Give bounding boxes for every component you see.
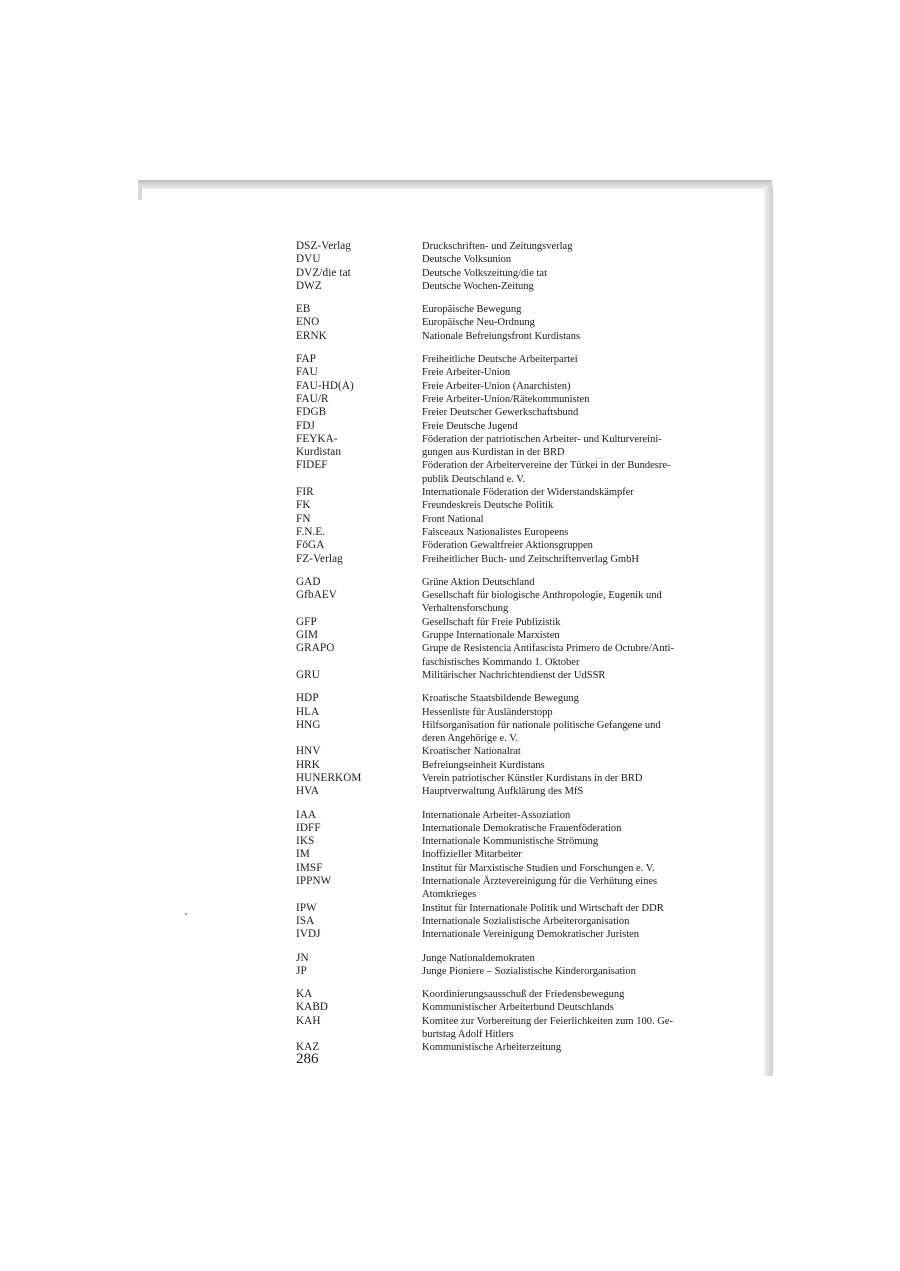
abbreviation: FK bbox=[296, 499, 311, 512]
glossary-entry bbox=[296, 875, 716, 902]
definition: Institut für Internationale Politik und Wirtschaft der DDR bbox=[422, 902, 664, 914]
abbreviation: EB bbox=[296, 303, 311, 316]
abbreviation: DVZ/die tat bbox=[296, 266, 351, 279]
glossary-entry bbox=[296, 669, 716, 682]
glossary-entry bbox=[296, 330, 716, 343]
definition: Kroatische Staatsbildende Bewegung bbox=[422, 693, 579, 705]
abbreviation: DSZ-Verlag bbox=[296, 240, 352, 252]
definition: Deutsche Volkszeitung/die tat bbox=[422, 267, 548, 279]
glossary-entry bbox=[296, 759, 716, 772]
abbreviation: FDJ bbox=[296, 419, 315, 432]
definition: Freie Deutsche Jugend bbox=[422, 420, 518, 432]
abbreviation: DVU bbox=[296, 253, 321, 266]
definition: Druckschriften- und Zeitungsverlag bbox=[422, 241, 573, 252]
glossary-entry bbox=[296, 848, 716, 861]
abbreviation: IPW bbox=[296, 901, 317, 914]
scan-speck bbox=[185, 913, 187, 915]
abbreviation: KABD bbox=[296, 1001, 329, 1014]
definition: Europäische Neu-Ordnung bbox=[422, 317, 535, 329]
definition: Freie Arbeiter-Union (Anarchisten) bbox=[422, 380, 571, 392]
abbreviation: DWZ bbox=[296, 279, 322, 292]
abbreviation: ERNK bbox=[296, 329, 327, 342]
definition: Institut für Marxistische Studien und Forschungen e. V. bbox=[422, 862, 655, 874]
abbreviation-list bbox=[296, 240, 716, 1065]
abbreviation: GRAPO bbox=[296, 642, 335, 655]
glossary-entry bbox=[296, 915, 716, 928]
page-number: 286 bbox=[296, 1051, 319, 1067]
abbreviation: IKS bbox=[296, 835, 315, 848]
abbreviation: FZ-Verlag bbox=[296, 552, 343, 565]
definition: Koordinierungsausschuß der Friedensbewegung bbox=[422, 989, 625, 1001]
glossary-entry bbox=[296, 486, 716, 499]
definition: Föderation Gewaltfreier Aktionsgruppen bbox=[422, 540, 593, 552]
abbreviation: KA bbox=[296, 988, 313, 1001]
definition: Verein patriotischer Künstler Kurdistans in der BRD bbox=[422, 772, 643, 784]
definition: Grupe de Resistencia Antifascista Primero de Octubre/Anti- faschistisches Kommando 1. Oktober bbox=[422, 643, 674, 668]
abbreviation: IM bbox=[296, 848, 310, 861]
entry-group bbox=[296, 692, 716, 798]
definition: Deutsche Wochen-Zeitung bbox=[422, 280, 534, 292]
definition: Internationale Föderation der Widerstandskämpfer bbox=[422, 487, 634, 499]
definition: Faisceaux Nationalistes Europeens bbox=[422, 526, 569, 538]
abbreviation: GAD bbox=[296, 575, 321, 588]
abbreviation: HVA bbox=[296, 785, 320, 798]
abbreviation: FöGA bbox=[296, 539, 325, 552]
glossary-entry bbox=[296, 589, 716, 616]
glossary-entry bbox=[296, 1001, 716, 1014]
abbreviation: HNV bbox=[296, 745, 321, 758]
abbreviation: FIR bbox=[296, 486, 314, 499]
glossary-entry bbox=[296, 393, 716, 406]
scan-page-corner-shade bbox=[138, 186, 142, 200]
definition: Freiheitlicher Buch- und Zeitschriftenverlag GmbH bbox=[422, 553, 639, 565]
glossary-entry bbox=[296, 772, 716, 785]
definition: Gesellschaft für biologische Anthropologie, Eugenik und Verhaltensforschung bbox=[422, 590, 662, 615]
definition: Internationale Sozialistische Arbeiterorganisation bbox=[422, 915, 630, 927]
abbreviation: IVDJ bbox=[296, 928, 321, 941]
definition: Hessenliste für Ausländerstopp bbox=[422, 706, 553, 718]
glossary-entry bbox=[296, 353, 716, 366]
glossary-entry bbox=[296, 513, 716, 526]
abbreviation: FIDEF bbox=[296, 459, 328, 472]
abbreviation: HUNERKOM bbox=[296, 771, 362, 784]
definition: Junge Nationaldemokraten bbox=[422, 952, 535, 964]
glossary-entry bbox=[296, 253, 716, 266]
abbreviation: HRK bbox=[296, 758, 320, 771]
definition: Internationale Vereinigung Demokratischer Juristen bbox=[422, 929, 640, 941]
definition: Junge Pioniere – Sozialistische Kinderorganisation bbox=[422, 965, 636, 977]
glossary-entry bbox=[296, 988, 716, 1001]
abbreviation: IDFF bbox=[296, 821, 321, 834]
abbreviation: IPPNW bbox=[296, 875, 332, 888]
glossary-entry bbox=[296, 553, 716, 566]
glossary-entry bbox=[296, 539, 716, 552]
definition: Nationale Befreiungsfront Kurdistans bbox=[422, 330, 581, 342]
glossary-entry bbox=[296, 280, 716, 293]
entry-group bbox=[296, 303, 716, 343]
scan-page-top-edge bbox=[138, 180, 772, 189]
glossary-entry bbox=[296, 267, 716, 280]
definition: Kommunistische Arbeiterzeitung bbox=[422, 1042, 562, 1054]
glossary-entry bbox=[296, 366, 716, 379]
definition: Komitee zur Vorbereitung der Feierlichkeiten zum 100. Ge- burtstag Adolf Hitlers bbox=[422, 1015, 673, 1041]
definition: Internationale Ärztevereinigung für die Verhütung eines Atomkrieges bbox=[422, 876, 658, 901]
abbreviation: FAU bbox=[296, 366, 318, 379]
definition: Hauptverwaltung Aufklärung des MfS bbox=[422, 786, 584, 798]
glossary-entry bbox=[296, 809, 716, 822]
definition: Gruppe Internationale Marxisten bbox=[422, 630, 560, 642]
glossary-entry bbox=[296, 616, 716, 629]
glossary-entry bbox=[296, 526, 716, 539]
definition: Europäische Bewegung bbox=[422, 304, 522, 316]
glossary-entry bbox=[296, 719, 716, 746]
abbreviation: GIM bbox=[296, 629, 319, 642]
glossary-entry bbox=[296, 785, 716, 798]
glossary-entry bbox=[296, 642, 716, 669]
glossary-entry bbox=[296, 380, 716, 393]
definition: Militärischer Nachrichtendienst der UdSSR bbox=[422, 669, 606, 681]
definition: Inoffizieller Mitarbeiter bbox=[422, 849, 522, 861]
glossary-entry bbox=[296, 965, 716, 978]
abbreviation: JN bbox=[296, 951, 309, 964]
definition: Freundeskreis Deutsche Politik bbox=[422, 500, 554, 512]
glossary-entry bbox=[296, 822, 716, 835]
abbreviation: KAH bbox=[296, 1014, 321, 1027]
glossary-entry bbox=[296, 406, 716, 419]
glossary-entry bbox=[296, 692, 716, 705]
glossary-entry bbox=[296, 835, 716, 848]
glossary-entry bbox=[296, 952, 716, 965]
abbreviation: FAU-HD(A) bbox=[296, 379, 354, 392]
abbreviation: FEYKA- Kurdistan bbox=[296, 432, 342, 459]
abbreviation: HNG bbox=[296, 718, 321, 731]
glossary-entry bbox=[296, 459, 716, 486]
glossary-entry bbox=[296, 499, 716, 512]
glossary-entry bbox=[296, 433, 716, 460]
glossary-entry bbox=[296, 240, 716, 253]
abbreviation: GfbAEV bbox=[296, 589, 337, 602]
abbreviation: IMSF bbox=[296, 861, 323, 874]
scan-page-right-edge bbox=[764, 186, 773, 1076]
glossary-entry bbox=[296, 745, 716, 758]
abbreviation: FDGB bbox=[296, 406, 327, 419]
glossary-entry bbox=[296, 706, 716, 719]
definition: Freie Arbeiter-Union bbox=[422, 367, 511, 379]
glossary-entry bbox=[296, 1041, 716, 1054]
definition: Kommunistischer Arbeiterbund Deutschlands bbox=[422, 1002, 614, 1014]
abbreviation: FAP bbox=[296, 353, 316, 366]
definition: Kroatischer Nationalrat bbox=[422, 746, 521, 758]
definition: Freier Deutscher Gewerkschaftsbund bbox=[422, 407, 579, 419]
abbreviation: ENO bbox=[296, 316, 320, 329]
definition: Freiheitliche Deutsche Arbeiterpartei bbox=[422, 354, 578, 366]
abbreviation: FAU/R bbox=[296, 392, 329, 405]
definition: Deutsche Volksunion bbox=[422, 254, 512, 266]
glossary-entry bbox=[296, 862, 716, 875]
definition: Front National bbox=[422, 513, 484, 525]
glossary-entry bbox=[296, 928, 716, 941]
entry-group bbox=[296, 809, 716, 942]
glossary-entry bbox=[296, 902, 716, 915]
glossary-entry bbox=[296, 629, 716, 642]
entry-group bbox=[296, 988, 716, 1054]
glossary-entry bbox=[296, 576, 716, 589]
abbreviation: ISA bbox=[296, 914, 315, 927]
definition: Internationale Kommunistische Strömung bbox=[422, 836, 599, 848]
entry-group bbox=[296, 576, 716, 682]
abbreviation: HLA bbox=[296, 705, 320, 718]
abbreviation: GFP bbox=[296, 615, 317, 628]
glossary-entry bbox=[296, 316, 716, 329]
abbreviation: F.N.E. bbox=[296, 525, 326, 538]
abbreviation: IAA bbox=[296, 808, 317, 821]
definition: Föderation der patriotischen Arbeiter- und Kulturvereini- gungen aus Kurdistan in der BRD bbox=[422, 433, 662, 459]
entry-group bbox=[296, 240, 716, 293]
abbreviation: KAZ bbox=[296, 1041, 320, 1054]
glossary-entry bbox=[296, 1015, 716, 1042]
glossary-entry bbox=[296, 420, 716, 433]
definition: Befreiungseinheit Kurdistans bbox=[422, 759, 545, 771]
abbreviation: HDP bbox=[296, 692, 319, 705]
definition: Hilfsorganisation für nationale politische Gefangene und deren Angehörige e. V. bbox=[422, 719, 661, 745]
entry-group bbox=[296, 353, 716, 566]
definition: Internationale Arbeiter-Assoziation bbox=[422, 809, 571, 821]
definition: Grüne Aktion Deutschland bbox=[422, 576, 535, 588]
abbreviation: GRU bbox=[296, 668, 320, 681]
glossary-entry bbox=[296, 303, 716, 316]
abbreviation: FN bbox=[296, 512, 311, 525]
definition: Gesellschaft für Freie Publizistik bbox=[422, 616, 561, 628]
abbreviation: JP bbox=[296, 964, 307, 977]
definition: Freie Arbeiter-Union/Rätekommunisten bbox=[422, 393, 590, 405]
entry-group bbox=[296, 952, 716, 979]
definition: Föderation der Arbeitervereine der Türkei in der Bundesre- publik Deutschland e. V. bbox=[422, 460, 671, 485]
definition: Internationale Demokratische Frauenföderation bbox=[422, 822, 622, 834]
